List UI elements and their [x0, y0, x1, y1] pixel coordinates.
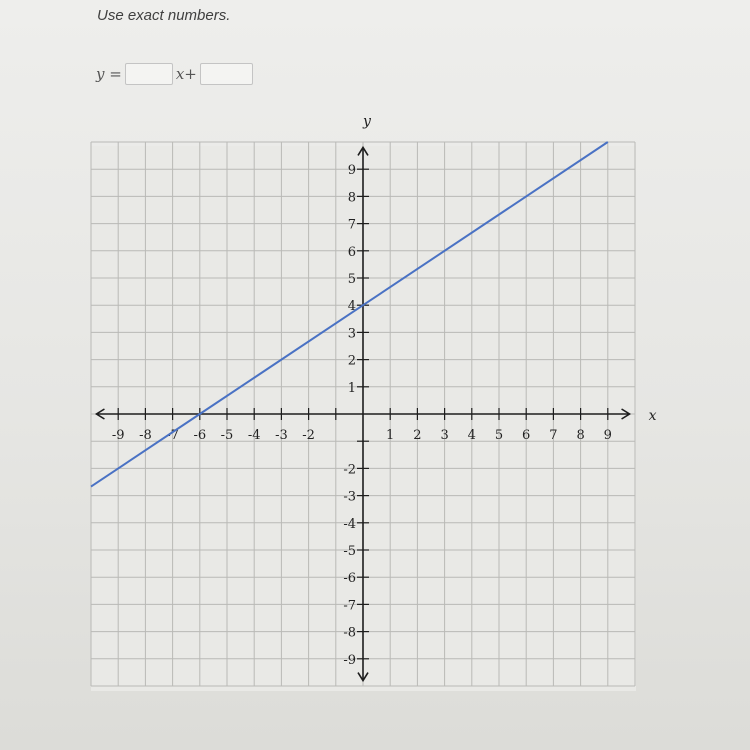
y-tick-label: -3	[343, 489, 356, 505]
x-tick-label: 3	[440, 428, 449, 443]
x-tick-label: 1	[386, 428, 395, 443]
x-axis-label: x	[648, 408, 657, 424]
y-tick-label: 4	[347, 299, 356, 315]
x-tick-label: 2	[413, 428, 422, 443]
y-tick-label: -8	[343, 625, 356, 641]
x-tick-label: -4	[247, 428, 261, 443]
x-tick-label: -6	[193, 428, 207, 443]
y-tick-label: -7	[343, 598, 356, 614]
y-tick-label: -6	[343, 571, 356, 587]
x-tick-label: -7	[166, 428, 179, 443]
y-axis-label: y	[363, 113, 371, 130]
x-tick-label: 7	[549, 428, 558, 443]
x-tick-label: 8	[576, 428, 585, 443]
equation-x-plus: x+	[175, 65, 197, 83]
y-tick-label: 6	[347, 244, 356, 260]
x-tick-label: 6	[522, 428, 531, 443]
y-tick-label: -9	[343, 652, 356, 668]
instruction-text: Use exact numbers.	[97, 7, 231, 24]
x-tick-label: 9	[603, 428, 612, 443]
y-tick-label: 5	[347, 272, 356, 287]
x-tick-label: 4	[467, 428, 476, 443]
x-tick-label: -8	[139, 428, 152, 443]
x-tick-label: 5	[494, 428, 504, 443]
x-tick-label: -2	[302, 428, 315, 443]
x-tick-label: -3	[275, 428, 288, 443]
y-tick-label: 1	[347, 380, 356, 396]
x-tick-label: -9	[111, 428, 125, 443]
y-tick-label: -5	[343, 544, 356, 559]
y-tick-label: -4	[343, 516, 356, 532]
y-tick-label: 7	[347, 217, 356, 233]
y-tick-label: 9	[347, 163, 356, 179]
y-tick-label: 3	[347, 326, 356, 342]
x-tick-label: -5	[220, 428, 234, 443]
equation-lhs: y =	[96, 65, 122, 83]
y-tick-label: 8	[347, 190, 356, 206]
y-tick-label: -2	[343, 462, 356, 478]
y-tick-label: 2	[347, 353, 356, 369]
